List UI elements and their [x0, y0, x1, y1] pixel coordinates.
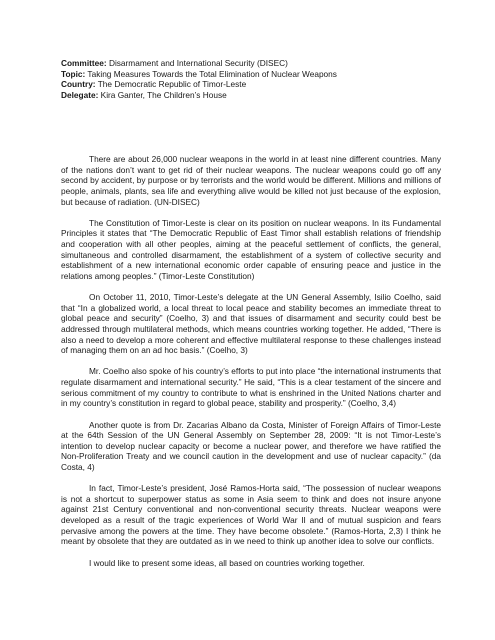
- country-label: Country:: [61, 79, 96, 90]
- topic-label: Topic:: [61, 68, 86, 79]
- paragraph: Another quote is from Dr. Zacarias Albano da Costa, Minister of Foreign Affairs of Timor-Leste at the 64th Session of the UN General Assembly on September 28, 2009: “It is not Timor-Leste’s intention to develop nuclear capacity or become a nuclear power, and therefore we have ratified the Non-Proliferation Treaty and we council caution in the development and use of nuclear capacity.” (da Costa, 4): [61, 419, 441, 472]
- country-line: [61, 79, 441, 90]
- committee-line: [61, 58, 441, 69]
- paragraph: On October 11, 2010, Timor-Leste’s delegate at the UN General Assembly, Isilio Coelho, said that “In a globalized world, a local threat to local peace and stability becomes an immediate threat to global peace and security” (Coelho, 3) and that issues of disarmament and security could best be addressed through multilateral methods, which means countries working together. He added, “There is also a need to develop a more coherent and effective multilateral response to these challenges instead of managing them on an ad hoc basis.” (Coelho, 3): [61, 292, 441, 356]
- position-paper-header: [61, 58, 441, 100]
- document-body: [61, 154, 441, 579]
- delegate-line: [61, 90, 441, 101]
- topic-value: Taking Measures Towards the Total Elimination of Nuclear Weapons: [85, 68, 337, 79]
- paragraph: In fact, Timor-Leste’s president, José Ramos-Horta said, “The possession of nuclear weapons is not a shortcut to superpower status as some in Asia seem to think and does not insure anyone against 21st Century conventional and non-conventional security threats. Nuclear weapons were developed as a result of the tragic experiences of World War II and of mutual suspicion and fears pervasive among the powers at the time. They have become obsolete.” (Ramos-Horta, 2,3) I think he meant by obsolete that they are outdated as in we need to think up another idea to solve our conflicts.: [61, 483, 441, 547]
- delegate-label: Delegate:: [61, 89, 99, 100]
- topic-line: [61, 69, 441, 80]
- committee-value: Disarmament and International Security (DISEC): [106, 58, 288, 68]
- paragraph: Mr. Coelho also spoke of his country’s efforts to put into place “the international instruments that regulate disarmament and international security.” He said, “This is a clear testament of the sincere and serious commitment of my country to contribute to what is enshrined in the United Nations charter and in my country’s constitution in regard to global peace, stability and prosperity.” (Coelho, 3,4): [61, 366, 441, 409]
- paragraph: The Constitution of Timor-Leste is clear on its position on nuclear weapons. In its Fundamental Principles it states that “The Democratic Republic of East Timor shall establish relations of friendship and cooperation with all other peoples, aiming at the peaceful settlement of conflicts, the general, simultaneous and controlled disarmament, the establishment of a system of collective security and establishment of a new international economic order capable of ensuring peace and justice in the relations among peoples.” (Timor-Leste Constitution): [61, 217, 441, 281]
- country-value: The Democratic Republic of Timor-Leste: [95, 79, 247, 90]
- paragraph: There are about 26,000 nuclear weapons in the world in at least nine different countries. Many of the nations don’t want to get rid of their nuclear weapons. The nuclear weapons could go off any second by accident, by purpose or by terrorists and the world would be different. Millions and millions of people, animals, plants, sea life and everything alive would be killed not just because of the explosion, but because of radiation. (UN-DISEC): [61, 154, 441, 207]
- delegate-value: Kira Ganter, The Children’s House: [98, 89, 227, 100]
- paragraph: I would like to present some ideas, all based on countries working together.: [89, 557, 365, 568]
- committee-label: Committee:: [61, 58, 107, 68]
